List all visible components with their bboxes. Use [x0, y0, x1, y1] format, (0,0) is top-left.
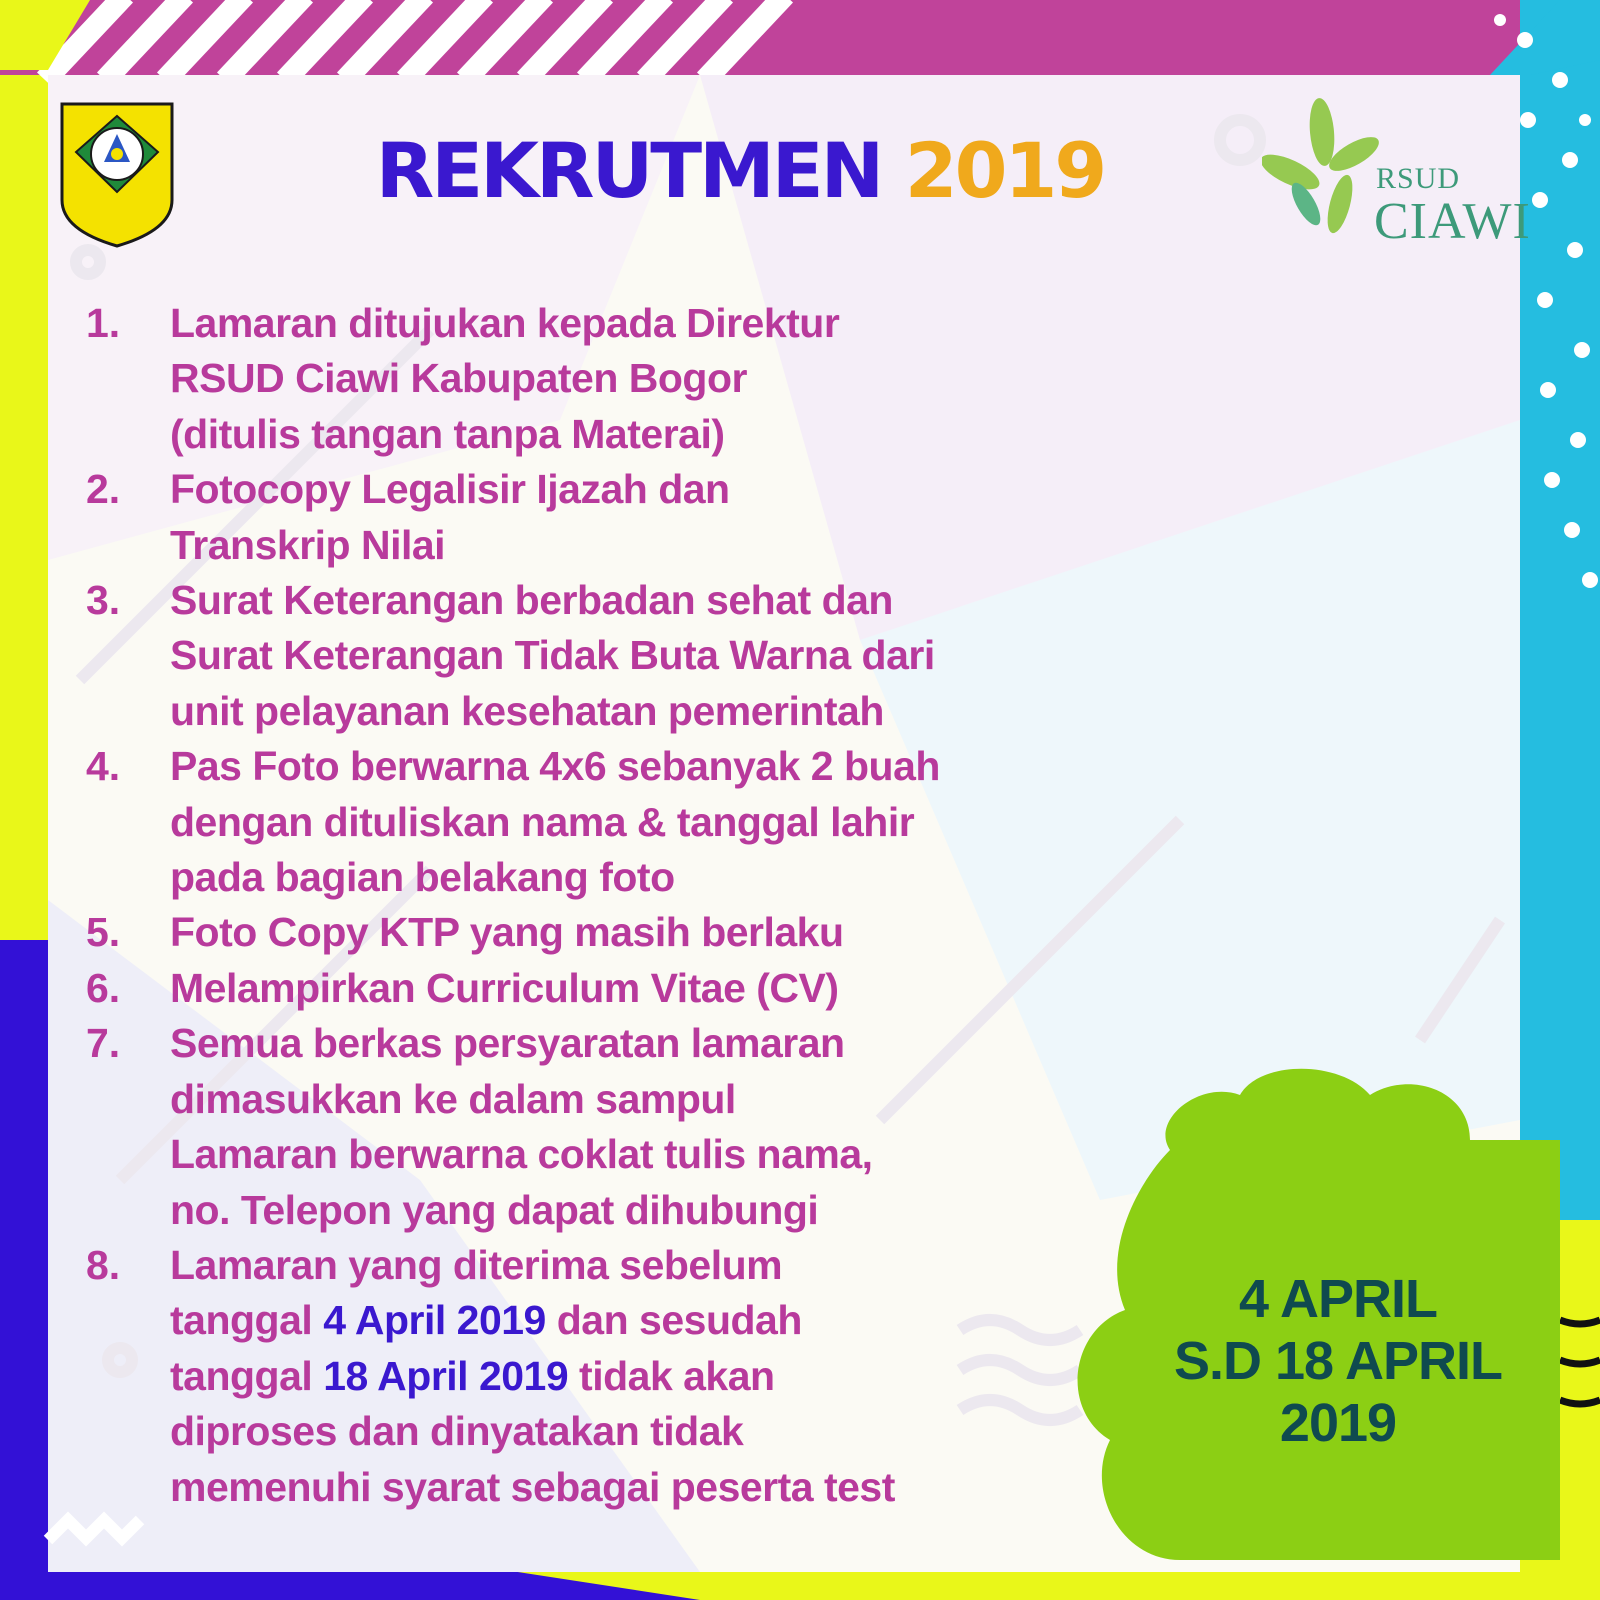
- req8-line2-suffix: dan sesudah: [545, 1297, 802, 1344]
- requirement-item: [86, 462, 1086, 573]
- requirement-item-deadline: [86, 1238, 1086, 1515]
- page-title: [0, 126, 1480, 215]
- req8-line4: diproses dan dinyatakan tidak: [170, 1408, 744, 1455]
- requirement-number: 7.: [86, 1020, 121, 1067]
- requirement-number: 2.: [86, 466, 121, 513]
- requirement-number: 6.: [86, 964, 121, 1011]
- requirement-number: 4.: [86, 743, 121, 790]
- req8-line2-prefix: tanggal: [170, 1297, 324, 1344]
- start-date-highlight: 4 April 2019: [323, 1297, 546, 1344]
- title-year: 2019: [904, 126, 1105, 215]
- requirement-item: [86, 296, 1086, 462]
- date-range-badge: [1098, 1268, 1578, 1454]
- requirement-item: [86, 739, 1086, 905]
- requirement-text: Fotocopy Legalisir Ijazah dan Transkrip Nilai: [170, 466, 730, 568]
- rsud-logo-line2: CIAWI: [1374, 193, 1531, 250]
- requirement-item: [86, 961, 1086, 1016]
- requirement-text: [170, 1238, 1086, 1515]
- req8-line3-suffix: tidak akan: [568, 1352, 775, 1399]
- requirement-number: 3.: [86, 577, 121, 624]
- date-range-line2: S.D 18 APRIL: [1173, 1331, 1503, 1391]
- requirement-number: 5.: [86, 909, 121, 956]
- requirement-text: Surat Keterangan berbadan sehat dan Surat Keterangan Tidak Buta Warna dari unit pelayanan kesehatan pemerintah: [170, 577, 935, 734]
- requirements-list: [86, 296, 1086, 1515]
- req8-line3-prefix: tanggal: [170, 1352, 324, 1399]
- requirement-number: 1.: [86, 300, 121, 346]
- requirement-item: [86, 573, 1086, 739]
- date-range-line3: 2019: [1279, 1393, 1397, 1453]
- end-date-highlight: 18 April 2019: [323, 1352, 569, 1399]
- requirement-number: 8.: [86, 1241, 121, 1288]
- requirement-item: [86, 905, 1086, 960]
- title-word-rekrutmen: REKRUTMEN: [375, 126, 882, 215]
- requirement-text: Pas Foto berwarna 4x6 sebanyak 2 buah dengan dituliskan nama & tanggal lahir pada bagian belakang foto: [170, 743, 940, 901]
- rsud-ciawi-logo: [1262, 92, 1562, 252]
- date-range-line1: 4 APRIL: [1238, 1269, 1438, 1329]
- requirement-text: Semua berkas persyaratan lamaran dimasukkan ke dalam sampul Lamaran berwarna coklat tulis nama, no. Telepon yang dapat dihubungi: [170, 1020, 873, 1233]
- rsud-logo-line1: RSUD: [1376, 162, 1461, 195]
- req8-line5: memenuhi syarat sebagai peserta test: [170, 1463, 895, 1510]
- req8-line1: Lamaran yang diterima sebelum: [170, 1241, 783, 1288]
- requirement-item: [86, 1016, 1086, 1238]
- requirement-text: Lamaran ditujukan kepada Direktur RSUD Ciawi Kabupaten Bogor (ditulis tangan tanpa Materai): [170, 300, 840, 457]
- requirement-text: Foto Copy KTP yang masih berlaku: [170, 909, 844, 956]
- requirement-text: Melampirkan Curriculum Vitae (CV): [170, 964, 839, 1011]
